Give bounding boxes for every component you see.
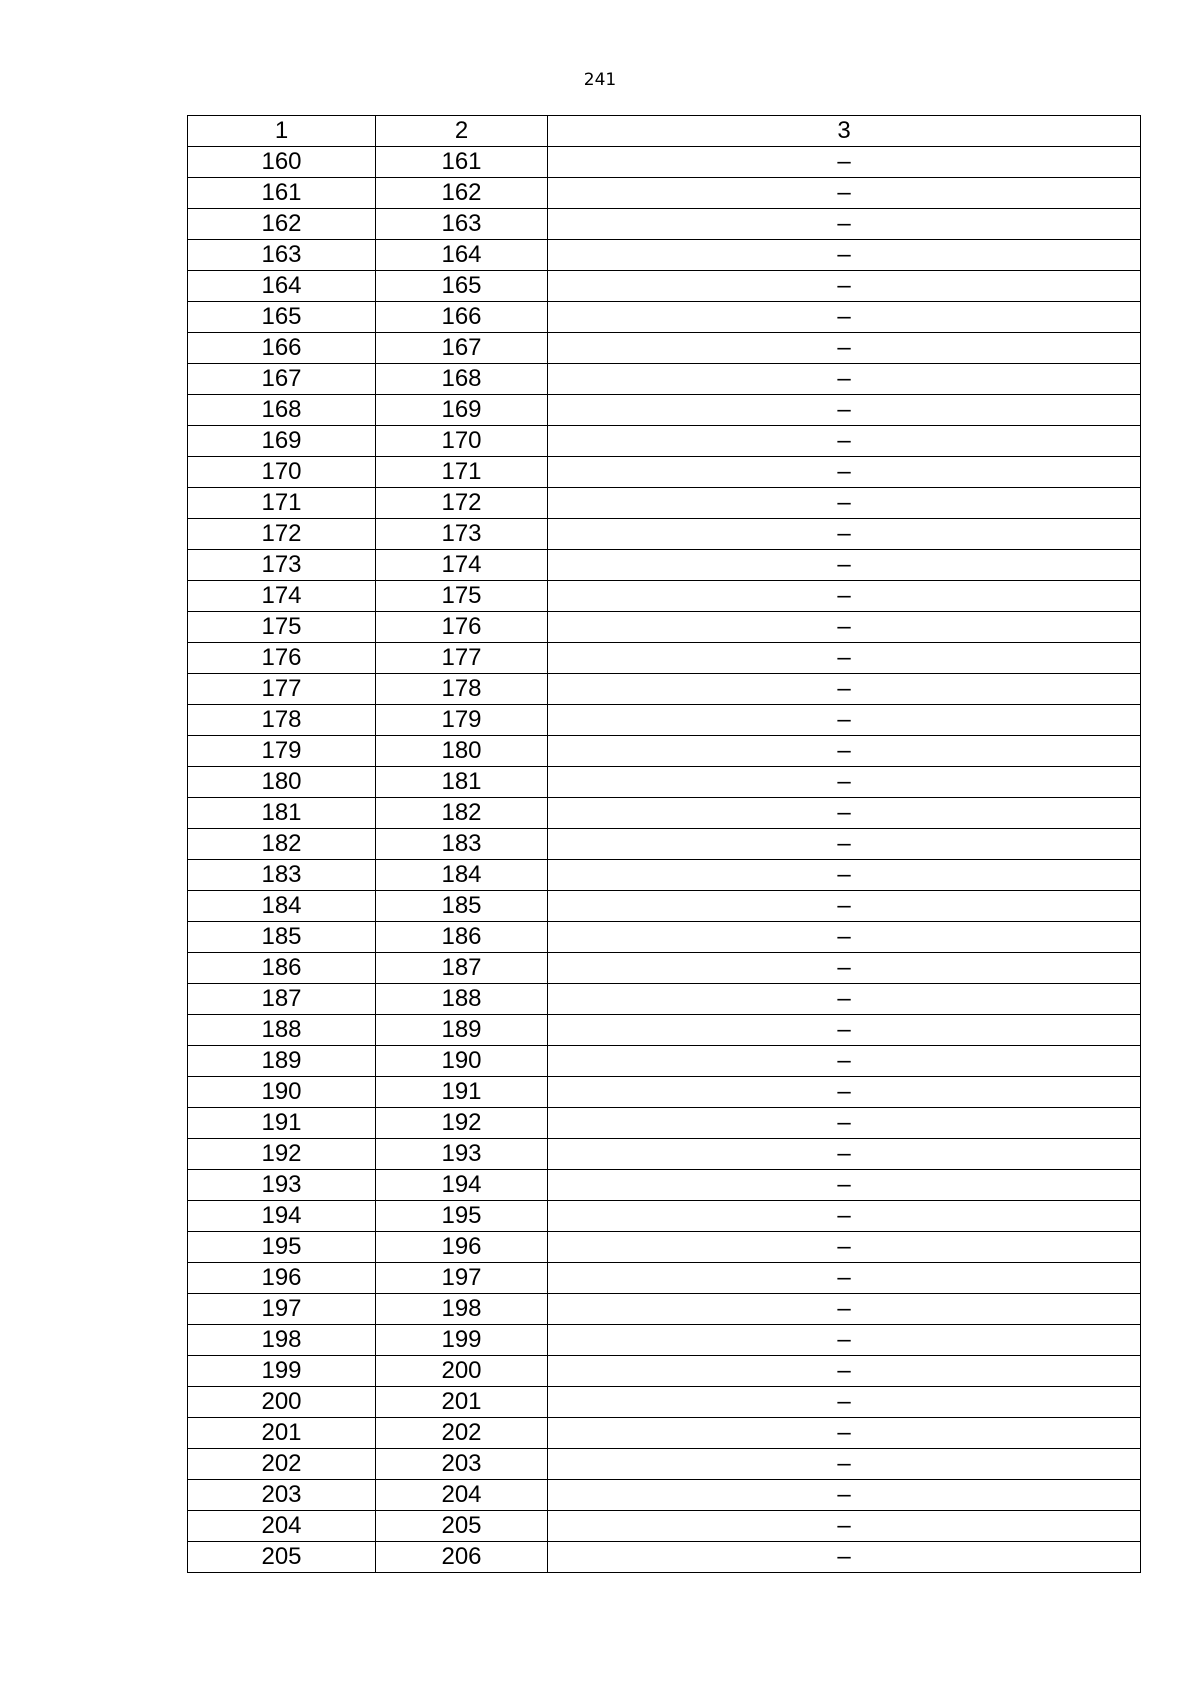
table-cell-col-3: –	[548, 860, 1141, 891]
table-cell-col-2: 190	[376, 1046, 548, 1077]
table-row	[188, 1201, 1141, 1232]
table-cell-col-1: 176	[188, 643, 376, 674]
table-row	[188, 550, 1141, 581]
table-cell-col-1: 161	[188, 178, 376, 209]
table-cell-col-1: 168	[188, 395, 376, 426]
table-cell-col-2: 166	[376, 302, 548, 333]
table-cell-col-1: 192	[188, 1139, 376, 1170]
table-cell-col-2: 198	[376, 1294, 548, 1325]
table-header-row	[188, 116, 1141, 147]
data-table	[187, 115, 1141, 1573]
table-row	[188, 674, 1141, 705]
table-cell-col-2: 192	[376, 1108, 548, 1139]
table-cell-col-3: –	[548, 147, 1141, 178]
table-cell-col-3: –	[548, 984, 1141, 1015]
table-cell-col-1: 182	[188, 829, 376, 860]
table-cell-col-1: 163	[188, 240, 376, 271]
table-cell-col-3: –	[548, 1356, 1141, 1387]
table-cell-col-3: –	[548, 891, 1141, 922]
table-row	[188, 240, 1141, 271]
table-cell-col-3: –	[548, 1077, 1141, 1108]
table-cell-col-3: –	[548, 1108, 1141, 1139]
table-cell-col-2: 161	[376, 147, 548, 178]
table-body	[188, 116, 1141, 1573]
table-cell-col-2: 167	[376, 333, 548, 364]
table-row	[188, 767, 1141, 798]
table-cell-col-1: 171	[188, 488, 376, 519]
table-cell-col-1: 178	[188, 705, 376, 736]
table-cell-col-3: –	[548, 209, 1141, 240]
table-cell-col-3: –	[548, 829, 1141, 860]
table-cell-col-2: 172	[376, 488, 548, 519]
table-cell-col-1: 190	[188, 1077, 376, 1108]
table-cell-col-2: 181	[376, 767, 548, 798]
table-cell-col-3: –	[548, 426, 1141, 457]
column-header-3: 3	[548, 116, 1141, 147]
table-cell-col-2: 169	[376, 395, 548, 426]
table-cell-col-2: 170	[376, 426, 548, 457]
table-cell-col-2: 196	[376, 1232, 548, 1263]
table-row	[188, 302, 1141, 333]
table-cell-col-2: 178	[376, 674, 548, 705]
table-row	[188, 395, 1141, 426]
table-row	[188, 612, 1141, 643]
column-header-1: 1	[188, 116, 376, 147]
table-cell-col-3: –	[548, 488, 1141, 519]
table-row	[188, 519, 1141, 550]
table-cell-col-2: 199	[376, 1325, 548, 1356]
table-cell-col-2: 168	[376, 364, 548, 395]
table-row	[188, 643, 1141, 674]
table-row	[188, 1356, 1141, 1387]
table-cell-col-3: –	[548, 612, 1141, 643]
table-cell-col-2: 195	[376, 1201, 548, 1232]
table-row	[188, 178, 1141, 209]
table-cell-col-2: 174	[376, 550, 548, 581]
table-row	[188, 1449, 1141, 1480]
table-row	[188, 1542, 1141, 1573]
table-row	[188, 798, 1141, 829]
table-cell-col-3: –	[548, 333, 1141, 364]
table-cell-col-1: 164	[188, 271, 376, 302]
table-row	[188, 1387, 1141, 1418]
table-cell-col-3: –	[548, 1232, 1141, 1263]
table-cell-col-1: 197	[188, 1294, 376, 1325]
table-cell-col-3: –	[548, 1480, 1141, 1511]
table-cell-col-1: 189	[188, 1046, 376, 1077]
table-row	[188, 147, 1141, 178]
table-cell-col-1: 204	[188, 1511, 376, 1542]
table-row	[188, 860, 1141, 891]
table-cell-col-3: –	[548, 1387, 1141, 1418]
table-cell-col-2: 201	[376, 1387, 548, 1418]
table-row	[188, 271, 1141, 302]
table-cell-col-1: 193	[188, 1170, 376, 1201]
table-cell-col-1: 175	[188, 612, 376, 643]
table-cell-col-1: 169	[188, 426, 376, 457]
table-row	[188, 1170, 1141, 1201]
table-row	[188, 705, 1141, 736]
table-cell-col-2: 203	[376, 1449, 548, 1480]
table-cell-col-1: 194	[188, 1201, 376, 1232]
table-cell-col-3: –	[548, 1418, 1141, 1449]
table-cell-col-3: –	[548, 302, 1141, 333]
table-cell-col-1: 196	[188, 1263, 376, 1294]
table-cell-col-2: 193	[376, 1139, 548, 1170]
table-cell-col-3: –	[548, 922, 1141, 953]
table-row	[188, 364, 1141, 395]
table-cell-col-2: 162	[376, 178, 548, 209]
table-cell-col-3: –	[548, 767, 1141, 798]
table-cell-col-2: 171	[376, 457, 548, 488]
table-cell-col-3: –	[548, 1325, 1141, 1356]
table-row	[188, 1046, 1141, 1077]
table-row	[188, 1480, 1141, 1511]
table-cell-col-1: 205	[188, 1542, 376, 1573]
table-row	[188, 1139, 1141, 1170]
table-cell-col-3: –	[548, 953, 1141, 984]
table-cell-col-2: 180	[376, 736, 548, 767]
table-cell-col-3: –	[548, 1170, 1141, 1201]
table-cell-col-2: 182	[376, 798, 548, 829]
table-cell-col-1: 201	[188, 1418, 376, 1449]
table-cell-col-3: –	[548, 736, 1141, 767]
table-cell-col-3: –	[548, 1201, 1141, 1232]
table-cell-col-1: 187	[188, 984, 376, 1015]
table-cell-col-1: 170	[188, 457, 376, 488]
table-cell-col-3: –	[548, 271, 1141, 302]
table-row	[188, 1263, 1141, 1294]
table-cell-col-1: 191	[188, 1108, 376, 1139]
table-cell-col-1: 195	[188, 1232, 376, 1263]
table-row	[188, 1325, 1141, 1356]
table-cell-col-2: 204	[376, 1480, 548, 1511]
table-cell-col-2: 164	[376, 240, 548, 271]
table-cell-col-3: –	[548, 798, 1141, 829]
table-row	[188, 488, 1141, 519]
table-cell-col-3: –	[548, 395, 1141, 426]
table-cell-col-3: –	[548, 364, 1141, 395]
table-row	[188, 922, 1141, 953]
table-cell-col-2: 176	[376, 612, 548, 643]
table-cell-col-2: 173	[376, 519, 548, 550]
table-cell-col-1: 181	[188, 798, 376, 829]
table-cell-col-2: 177	[376, 643, 548, 674]
table-row	[188, 891, 1141, 922]
table-row	[188, 457, 1141, 488]
table-cell-col-3: –	[548, 178, 1141, 209]
table-cell-col-2: 187	[376, 953, 548, 984]
table-cell-col-2: 188	[376, 984, 548, 1015]
table-cell-col-1: 198	[188, 1325, 376, 1356]
table-cell-col-2: 186	[376, 922, 548, 953]
table-row	[188, 736, 1141, 767]
table-cell-col-3: –	[548, 1263, 1141, 1294]
table-cell-col-1: 166	[188, 333, 376, 364]
table-cell-col-1: 200	[188, 1387, 376, 1418]
table-cell-col-1: 179	[188, 736, 376, 767]
table-row	[188, 1232, 1141, 1263]
table-row	[188, 426, 1141, 457]
table-cell-col-2: 197	[376, 1263, 548, 1294]
table-cell-col-3: –	[548, 1046, 1141, 1077]
table-cell-col-1: 203	[188, 1480, 376, 1511]
table-cell-col-2: 200	[376, 1356, 548, 1387]
table-row	[188, 1077, 1141, 1108]
table-cell-col-1: 184	[188, 891, 376, 922]
table-cell-col-1: 160	[188, 147, 376, 178]
table-row	[188, 1294, 1141, 1325]
table-cell-col-3: –	[548, 457, 1141, 488]
table-cell-col-1: 167	[188, 364, 376, 395]
table-row	[188, 953, 1141, 984]
table-cell-col-1: 173	[188, 550, 376, 581]
table-row	[188, 1418, 1141, 1449]
table-cell-col-2: 175	[376, 581, 548, 612]
table-cell-col-3: –	[548, 705, 1141, 736]
table-cell-col-2: 183	[376, 829, 548, 860]
table-cell-col-1: 188	[188, 1015, 376, 1046]
table-cell-col-3: –	[548, 581, 1141, 612]
table-row	[188, 829, 1141, 860]
table-cell-col-2: 206	[376, 1542, 548, 1573]
table-row	[188, 333, 1141, 364]
table-cell-col-2: 194	[376, 1170, 548, 1201]
table-cell-col-2: 184	[376, 860, 548, 891]
table-cell-col-3: –	[548, 1139, 1141, 1170]
table-cell-col-1: 202	[188, 1449, 376, 1480]
table-row	[188, 209, 1141, 240]
table-cell-col-3: –	[548, 240, 1141, 271]
table-cell-col-2: 202	[376, 1418, 548, 1449]
page-number: 241	[583, 70, 617, 90]
table-cell-col-2: 163	[376, 209, 548, 240]
table-cell-col-3: –	[548, 1294, 1141, 1325]
table-cell-col-3: –	[548, 1542, 1141, 1573]
table-cell-col-1: 174	[188, 581, 376, 612]
column-header-2: 2	[376, 116, 548, 147]
table-cell-col-1: 165	[188, 302, 376, 333]
table-cell-col-3: –	[548, 674, 1141, 705]
table-cell-col-1: 199	[188, 1356, 376, 1387]
table-cell-col-1: 185	[188, 922, 376, 953]
table-cell-col-2: 191	[376, 1077, 548, 1108]
table-cell-col-3: –	[548, 1015, 1141, 1046]
table-row	[188, 581, 1141, 612]
table-row	[188, 1108, 1141, 1139]
table-row	[188, 1511, 1141, 1542]
table-cell-col-2: 179	[376, 705, 548, 736]
table-cell-col-1: 177	[188, 674, 376, 705]
table-row	[188, 1015, 1141, 1046]
table-cell-col-2: 205	[376, 1511, 548, 1542]
table-cell-col-2: 189	[376, 1015, 548, 1046]
table-cell-col-3: –	[548, 550, 1141, 581]
table-cell-col-2: 185	[376, 891, 548, 922]
table-cell-col-3: –	[548, 1449, 1141, 1480]
table-cell-col-2: 165	[376, 271, 548, 302]
table-cell-col-1: 186	[188, 953, 376, 984]
table-cell-col-1: 162	[188, 209, 376, 240]
table-row	[188, 984, 1141, 1015]
table-cell-col-1: 180	[188, 767, 376, 798]
table-cell-col-3: –	[548, 1511, 1141, 1542]
table-cell-col-3: –	[548, 519, 1141, 550]
table-cell-col-1: 172	[188, 519, 376, 550]
table-cell-col-1: 183	[188, 860, 376, 891]
table-cell-col-3: –	[548, 643, 1141, 674]
